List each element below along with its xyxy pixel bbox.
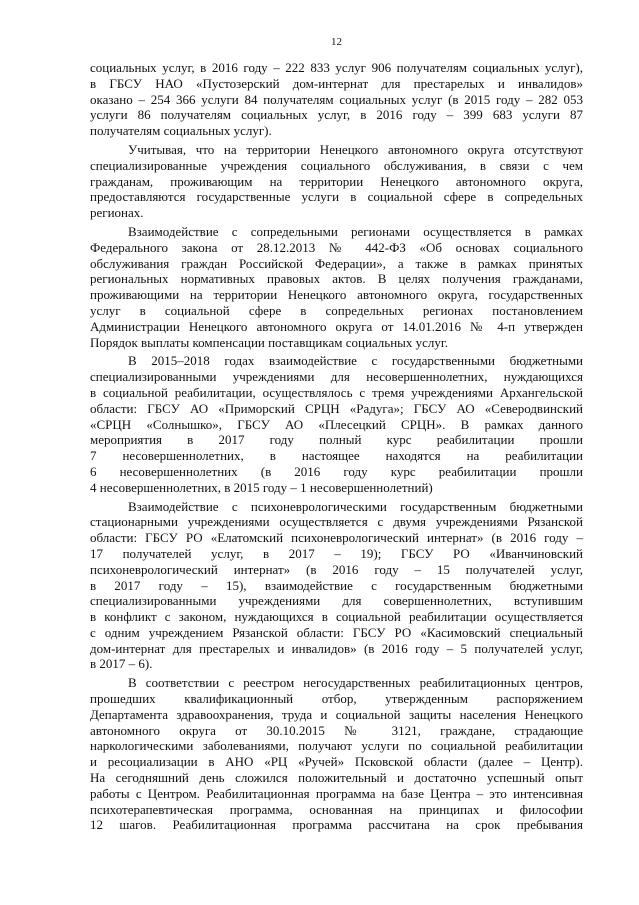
text-line: услуг в социальной сфере в сопредельных регионах постановлением — [90, 302, 583, 318]
text-line: региональных нормативных правовых актов. В целях получения гражданами, — [90, 271, 583, 287]
text-line: «СРЦН «Солнышко», ГБСУ АО «Плесецкий СРЦН». В рамках данного — [90, 416, 583, 432]
text-line: В 2015–2018 годах взаимодействие с государственными бюджетными — [128, 353, 583, 369]
text-line: области: ГБСУ РО «Елатомский психоневрологический интернат» (в 2016 году – — [90, 530, 583, 546]
text-line: с одним учреждением Рязанской области: ГБСУ РО «Касимовский специальный — [90, 624, 583, 640]
text-line: автономного округа от 30.10.2015 № 3121, граждане, страдающие — [90, 722, 583, 738]
text-line: психоневрологический интернат» (в 2016 году – 15 получателей услуг, — [90, 561, 583, 577]
text-line: 7 несовершеннолетних, в настоящее находятся на реабилитации — [90, 448, 583, 464]
page-number: 12 — [331, 36, 342, 48]
text-line: На сегодняшний день сложился положительный и достаточно успешный опыт — [90, 770, 583, 786]
text-line: регионах. — [90, 205, 144, 221]
text-line: наркологическими заболеваниями, получают услуги по социальной реабилитации — [90, 738, 583, 754]
text-line: социальных услуг, в 2016 году – 222 833 услуг 906 получателям социальных услуг), — [90, 60, 583, 75]
text-line: области: ГБСУ АО «Приморский СРЦН «Радуга»; ГБСУ АО «Северодвинский — [90, 400, 583, 416]
text-line: в 2017 году – 15), взаимодействие с государственным бюджетными — [90, 577, 583, 593]
text-line: специализированными учреждениями для несовершеннолетних, нуждающихся — [90, 369, 583, 385]
text-line: Порядок выплаты компенсации поставщикам социальных услуг. — [90, 334, 449, 350]
text-line: услуги 86 получателям социальных услуг, в 2016 году – 399 683 услуги 87 — [90, 107, 583, 123]
text-line: 17 получателей услуг, в 2017 – 19); ГБСУ РО «Иванчиновский — [90, 545, 583, 561]
text-line: 6 несовершеннолетних (в 2016 году курс реабилитации прошли — [90, 463, 583, 479]
text-line: специализированными учреждениями для совершеннолетних, вступившим — [90, 593, 583, 609]
text-line: Взаимодействие с психоневрологическими государственным бюджетными — [128, 498, 583, 514]
text-line: в 2017 – 6). — [90, 656, 153, 672]
text-line: получателям социальных услуг). — [90, 123, 272, 139]
paragraph — [90, 353, 583, 495]
text-line: обслуживания граждан Российской Федерации», а также в рамках принятых — [90, 255, 583, 271]
text-line: Взаимодействие с сопредельными регионами осуществляется в рамках — [128, 223, 583, 239]
paragraph — [90, 675, 583, 833]
text-line: прошедших квалификационный отбор, утвержденным распоряжением — [90, 691, 583, 707]
document-body — [90, 60, 583, 836]
text-line: Федерального закона от 28.12.2013 № 442-ФЗ «Об основах социального — [90, 239, 583, 255]
text-line: дом-интернат для престарелых и инвалидов» (в 2016 году – 5 получателей услуг, — [90, 640, 583, 656]
text-line: в конфликт с законом, нуждающихся в социальной реабилитации осуществляется — [90, 609, 583, 625]
paragraph — [90, 60, 583, 139]
text-line: психотерапевтическая программа, основанная на принципах и философии — [90, 801, 583, 817]
text-line: стационарными учреждениями осуществляется с двумя учреждениями Рязанской — [90, 514, 583, 530]
text-line: в социальной реабилитации, осуществлялось с тремя учреждениями Архангельской — [90, 384, 583, 400]
paragraph — [90, 499, 583, 673]
text-line: специализированные учреждения социального обслуживания, в связи с чем — [90, 157, 583, 173]
text-line: предоставляются государственные услуги в социальной сфере в сопредельных — [90, 189, 583, 205]
paragraph — [90, 142, 583, 221]
text-line: оказано – 254 366 услуги 84 получателям социальных услуг (в 2015 году – 282 053 — [90, 91, 583, 107]
paragraph — [90, 224, 583, 350]
text-line: Департамента здравоохранения, труда и социальной защиты населения Ненецкого — [90, 706, 583, 722]
text-line: Учитывая, что на территории Ненецкого автономного округа отсутствуют — [128, 141, 583, 157]
text-line: 12 шагов. Реабилитационная программа рассчитана на срок пребывания — [90, 817, 583, 833]
text-line: работы с Центром. Реабилитационная программа на базе Центра – это интенсивная — [90, 785, 583, 801]
text-line: гражданам, проживающим на территории Ненецкого автономного округа, — [90, 173, 583, 189]
text-line: и ресоциализации в АНО «РЦ «Ручей» Псковской области (далее – Центр). — [90, 754, 583, 770]
text-line: Администрации Ненецкого автономного округа от 14.01.2016 № 4-п утвержден — [90, 318, 583, 334]
text-line: мероприятия в 2017 году полный курс реабилитации прошли — [90, 432, 583, 448]
text-line: проживающими на территории Ненецкого автономного округа, государственных — [90, 287, 583, 303]
text-line: в ГБСУ НАО «Пустозерский дом-интернат для престарелых и инвалидов» — [90, 75, 583, 91]
text-line: В соответствии с реестром негосударственных реабилитационных центров, — [128, 675, 583, 691]
text-line: 4 несовершеннолетних, в 2015 году – 1 несовершеннолетний) — [90, 479, 433, 495]
